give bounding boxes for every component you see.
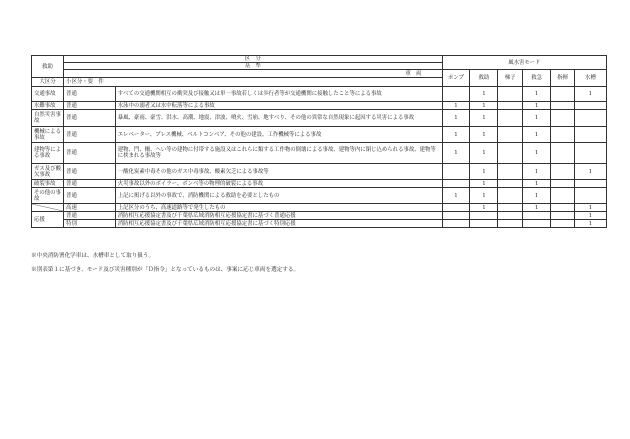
value-shiki [551, 220, 575, 228]
minor-category: 普通 [64, 127, 116, 143]
header-fusuigai-mode: 風水害モード [442, 56, 606, 70]
col-pump: ポンプ [442, 70, 470, 87]
footnote-chemical-truck: ※中央消防署化学車は、水槽車として取り扱う。 [31, 253, 155, 259]
minor-category: 普通 [64, 102, 116, 110]
value-suiso: 1 [574, 212, 606, 220]
value-kyukyu: 1 [523, 110, 551, 127]
value-hashigo [498, 127, 523, 143]
criteria-text: 上記区分のうち、高速道路等で発生したもの [115, 204, 442, 212]
value-kyukyu: 1 [523, 164, 551, 180]
table-row [32, 127, 607, 143]
value-kyukyu [523, 220, 551, 228]
value-hashigo [498, 188, 523, 204]
table-row [32, 180, 607, 188]
major-category: その他の事故 [32, 188, 64, 204]
value-kyujo: 1 [470, 204, 498, 212]
value-shiki [551, 180, 575, 188]
value-pump [442, 204, 470, 212]
header-shokubun: 小区分・要 件 [64, 78, 442, 87]
value-hashigo [498, 212, 523, 220]
value-shiki [551, 102, 575, 110]
value-suiso [574, 127, 606, 143]
criteria-text: 火災事故以外のボイラー、ボンベ等の物理的破裂による事故 [115, 180, 442, 188]
minor-category: 普通 [64, 188, 116, 204]
major-category: 水難事故 [32, 102, 64, 110]
criteria-text: エレベーター、プレス機械、ベルトコンベア、その他の建設、工作機械等による事故 [115, 127, 442, 143]
value-suiso: 1 [574, 87, 606, 102]
value-suiso: 1 [574, 164, 606, 180]
col-kyujo: 救助 [470, 70, 498, 87]
value-hashigo [498, 204, 523, 212]
table-row [32, 143, 607, 164]
criteria-text: 建物、門、柵、へい等の建物に付帯する施設又はこれらに類する工作物の倒壊による事故、建物等内に閉じ込められる事故、建物等に挟まれる事故等 [115, 143, 442, 164]
table-row [32, 87, 607, 102]
value-kyujo: 1 [470, 87, 498, 102]
value-shiki [551, 164, 575, 180]
major-category: 交通事故 [32, 87, 64, 102]
value-kyujo: 1 [470, 164, 498, 180]
value-pump [442, 212, 470, 220]
diagonal-line [32, 204, 63, 211]
table-row [32, 102, 607, 110]
minor-category: 普通 [64, 164, 116, 180]
diagonal-cell [32, 204, 64, 212]
value-kyujo: 1 [470, 143, 498, 164]
value-suiso [574, 102, 606, 110]
minor-category: 普通 [64, 110, 116, 127]
dispatch-table [31, 55, 607, 228]
criteria-text: すべての交通機関相互の衝突及び接触又は単一事故若しくは歩行者等が交通機関に接触したこと等による事故 [115, 87, 442, 102]
col-suiso: 水槽 [574, 70, 606, 87]
value-hashigo [498, 102, 523, 110]
col-kyukyu: 救急 [523, 70, 551, 87]
value-hashigo [498, 220, 523, 228]
criteria-text: 一酸化炭素中毒その他のガス中毒事故、酸素欠乏による事故等 [115, 164, 442, 180]
value-suiso: 1 [574, 204, 606, 212]
value-suiso [574, 188, 606, 204]
value-kyujo: 1 [470, 180, 498, 188]
value-pump: 1 [442, 102, 470, 110]
header-kijun: 基 準 [64, 63, 442, 70]
value-shiki [551, 127, 575, 143]
value-hashigo [498, 87, 523, 102]
value-kyujo: 1 [470, 127, 498, 143]
value-pump [442, 220, 470, 228]
value-suiso [574, 143, 606, 164]
value-kyukyu: 1 [523, 204, 551, 212]
criteria-text: 消防相互応援協定書及び千葉県広域消防相互応援協定書に基づく特別応援 [115, 220, 442, 228]
value-suiso: 1 [574, 220, 606, 228]
value-hashigo [498, 180, 523, 188]
major-category: 建物等による事故 [32, 143, 64, 164]
major-category: 自然災害事故 [32, 110, 64, 127]
table-row [32, 164, 607, 180]
minor-category: 普通 [64, 87, 116, 102]
value-pump: 1 [442, 110, 470, 127]
header-daikubun: 大区分 [32, 78, 64, 87]
minor-category: 普通 [64, 143, 116, 164]
criteria-text: 消防相互応援協定書及び千葉県広域消防相互応援協定書に基づく普通応援 [115, 212, 442, 220]
header-kubun: 区 分 [64, 56, 442, 63]
value-shiki [551, 143, 575, 164]
value-kyujo [470, 212, 498, 220]
value-kyukyu: 1 [523, 143, 551, 164]
value-shiki [551, 204, 575, 212]
value-suiso [574, 110, 606, 127]
value-suiso [574, 180, 606, 188]
value-pump [442, 164, 470, 180]
value-kyukyu: 1 [523, 180, 551, 188]
value-pump [442, 180, 470, 188]
criteria-text: 水泳中の溺者又は水中転落等による事故 [115, 102, 442, 110]
value-kyukyu: 1 [523, 188, 551, 204]
criteria-text: 暴風、豪雨、豪雪、洪水、高潮、地震、津波、噴火、雪崩、地すべり、その他の異常な自然現象に起因する災害による事故 [115, 110, 442, 127]
value-kyukyu: 1 [523, 87, 551, 102]
value-hashigo [498, 164, 523, 180]
value-hashigo [498, 110, 523, 127]
value-kyukyu: 1 [523, 127, 551, 143]
value-pump [442, 87, 470, 102]
major-category: 機械による事故 [32, 127, 64, 143]
value-kyukyu [523, 212, 551, 220]
table-row [32, 188, 607, 204]
minor-category: 特別 [64, 220, 116, 228]
ouen-label: 応援 [32, 212, 64, 228]
value-shiki [551, 110, 575, 127]
table-row [32, 212, 607, 220]
table-row [32, 110, 607, 127]
footnote-d-order: ※別表第１に基づき、モード及び災害種別が「Ｄ指令」となっているものは、事案に応じ車両を選定する。 [31, 267, 300, 273]
minor-category: 普通 [64, 180, 116, 188]
value-pump: 1 [442, 188, 470, 204]
value-pump: 1 [442, 127, 470, 143]
header-kyujo: 救助 [32, 56, 64, 78]
col-shiki: 指揮 [551, 70, 575, 87]
col-hashigo: 梯子 [498, 70, 523, 87]
value-shiki [551, 188, 575, 204]
value-pump: 1 [442, 143, 470, 164]
value-kyujo: 1 [470, 102, 498, 110]
header-sharyo: 車 両 [64, 70, 442, 78]
major-category: ガス及び酸欠事故 [32, 164, 64, 180]
value-hashigo [498, 143, 523, 164]
table-row [32, 220, 607, 228]
value-kyukyu: 1 [523, 102, 551, 110]
value-shiki [551, 87, 575, 102]
criteria-text: 上記に掲げる以外の事故で、消防機関による救助を必要としたもの [115, 188, 442, 204]
table-row [32, 204, 607, 212]
value-shiki [551, 212, 575, 220]
value-kyujo: 1 [470, 110, 498, 127]
value-kyujo [470, 220, 498, 228]
major-category: 破裂事故 [32, 180, 64, 188]
minor-category: 高速 [64, 204, 116, 212]
value-kyujo: 1 [470, 188, 498, 204]
minor-category: 普通 [64, 212, 116, 220]
